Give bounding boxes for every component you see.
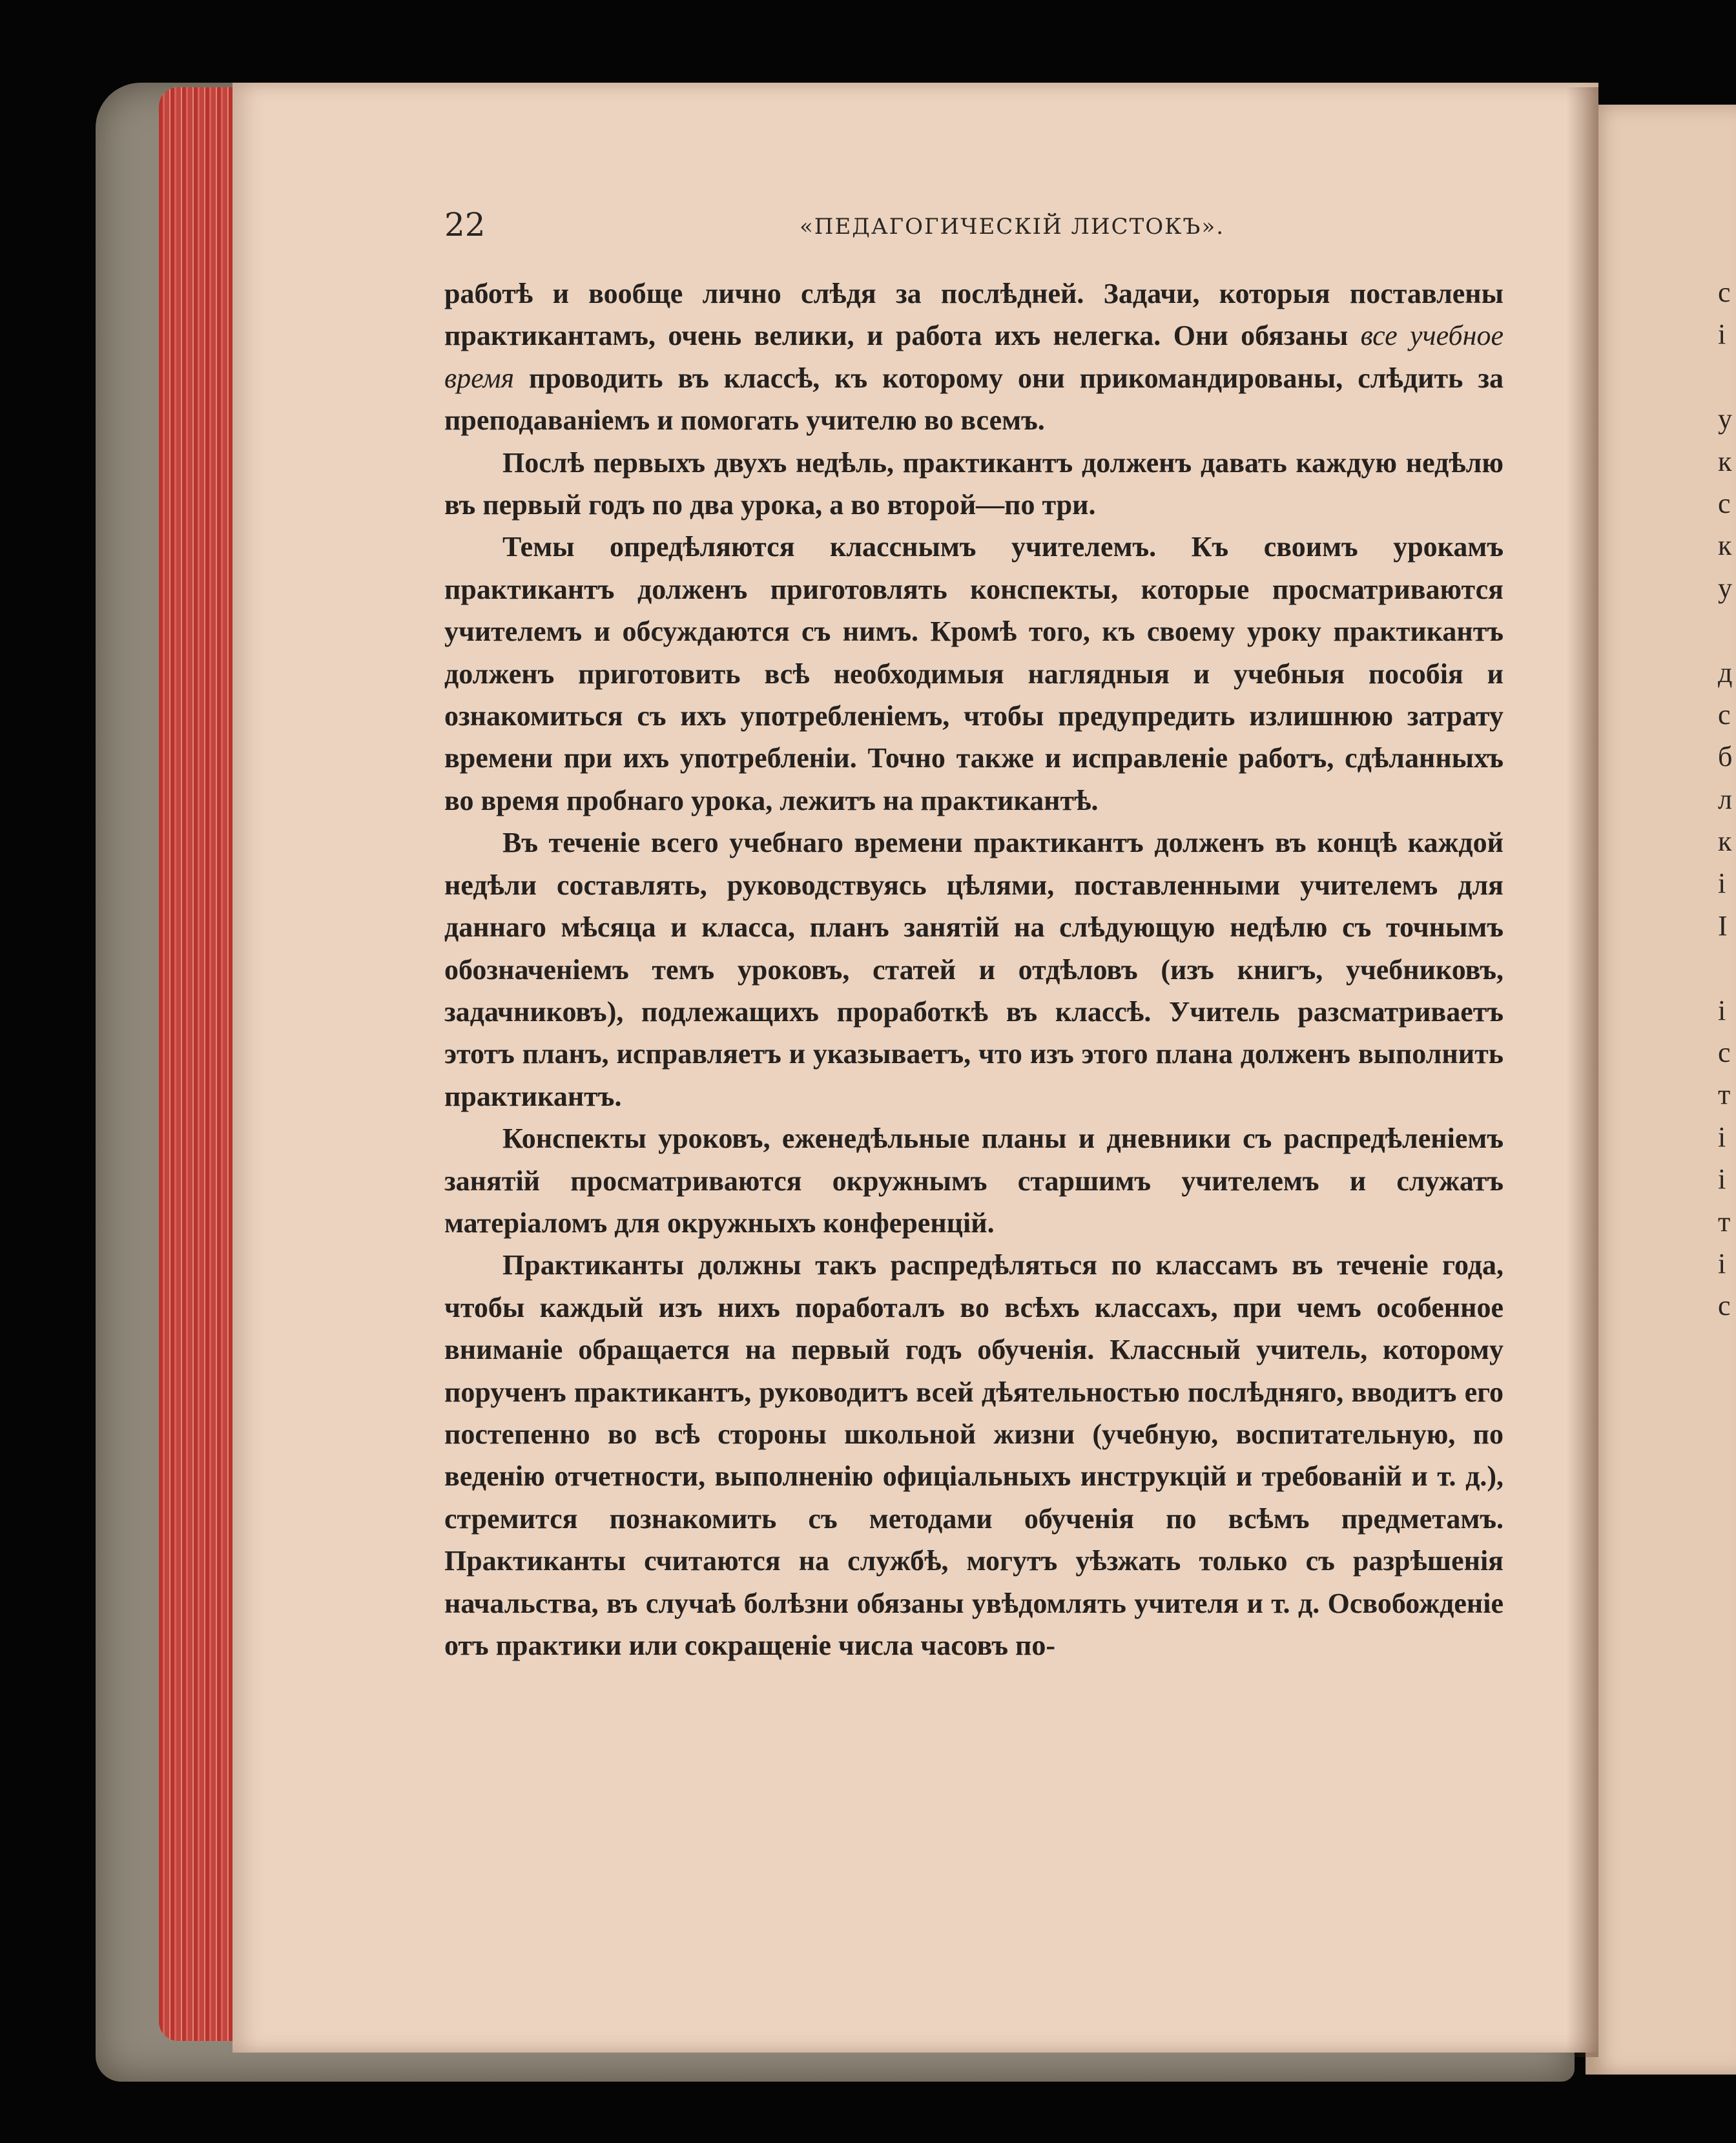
paragraph: Послѣ первыхъ двухъ недѣль, практикантъ долженъ давать каждую недѣлю въ первый годъ по два урока, а во второй—по три. [444, 446, 1504, 521]
paragraph-text: проводить въ классѣ, къ которому они прикомандированы, слѣдить за преподаваніемъ и помогать учителю во всемъ. [444, 362, 1504, 437]
running-head [444, 205, 1504, 244]
fragment-letter: і [1718, 994, 1726, 1026]
paragraph [444, 273, 1504, 442]
fragment-letter: с [1718, 1290, 1731, 1322]
fragment-letter: і [1718, 1121, 1726, 1153]
fragment-letter: к [1718, 825, 1732, 858]
page-number: 22 [444, 206, 486, 243]
fragment-letter: к [1718, 530, 1732, 562]
fragment-letter: у [1718, 572, 1732, 604]
fragment-letter: і [1718, 318, 1726, 351]
paragraph-text: работѣ и вообще лично слѣдя за послѣдней. Задачи, которыя поставлены практикантамъ, очень велики, и работа ихъ нелегка. Они обязаны [444, 278, 1504, 352]
fragment-letter: с [1718, 487, 1731, 519]
fragment-letter: с [1718, 698, 1731, 730]
facing-page [1586, 105, 1736, 2075]
fragment-letter: і [1718, 1163, 1726, 1196]
paragraph: Практиканты должны такъ распредѣляться по классамъ въ теченіе года, чтобы каждый изъ нихъ поработалъ во всѣхъ классахъ, при чемъ особенное вниманіе обращается на первый годъ обученія. Классный учитель, которому порученъ практикантъ, руководитъ всей дѣятельностью послѣдняго, вводитъ его постепенно во всѣ стороны школьной жизни (учебную, воспитательную, по веденію отчетности, выполненію офиціальныхъ инструкцій и требованій и т. д.), стремится познакомить съ методами обученія по всѣмъ предметамъ. Практиканты считаются на службѣ, могутъ уѣзжать только съ разрѣшенія начальства, въ случаѣ болѣзни обязаны увѣдомлять учителя и т. д. Освобожденіе отъ практики или сокращеніе числа часовъ по- [444, 1249, 1504, 1661]
fragment-letter: т [1718, 1205, 1731, 1237]
fragment-letter: б [1718, 741, 1733, 773]
fragment-letter: д [1718, 656, 1733, 688]
facing-page-text-fragment [1718, 271, 1736, 1327]
fragment-letter: і [1718, 867, 1726, 900]
fragment-letter: І [1718, 909, 1728, 942]
fragment-letter: л [1718, 783, 1732, 815]
paragraph: Въ теченіе всего учебнаго времени практикантъ долженъ въ концѣ каждой недѣли составлять, руководствуясь цѣлями, поставленными учителемъ для даннаго мѣсяца и класса, планъ занятій на слѣдующую недѣлю съ точнымъ обозначеніемъ темъ уроковъ, статей и отдѣловъ (изъ книгъ, учебниковъ, задачниковъ), подлежащихъ проработкѣ въ классѣ. Учитель разсматриваетъ этотъ планъ, исправляетъ и указываетъ, что изъ этого плана долженъ выполнить практикантъ. [444, 827, 1504, 1112]
body-text [444, 273, 1504, 1666]
fragment-letter [1718, 356, 1736, 398]
fragment-letter [1718, 609, 1736, 651]
fragment-letter: т [1718, 1079, 1731, 1111]
fragment-letter: у [1718, 403, 1732, 435]
page-edges [159, 87, 243, 2041]
paragraph: Темы опредѣляются класснымъ учителемъ. Къ своимъ урокамъ практикантъ долженъ приготовлять конспекты, которые просматриваются учителемъ и обсуждаются съ нимъ. Кромѣ того, къ своему уроку практикантъ долженъ приготовить всѣ необходимыя наглядныя и учебныя пособія и ознакомиться съ ихъ употребленіемъ, чтобы предупредить излишнюю затрату времени при ихъ употребленіи. Точно также и исправленіе работъ, сдѣланныхъ во время пробнаго урока, лежитъ на практикантѣ. [444, 531, 1504, 816]
fragment-letter: і [1718, 1247, 1726, 1279]
fragment-letter: к [1718, 445, 1732, 477]
fragment-letter: с [1718, 1037, 1731, 1069]
gutter-shadow [1566, 87, 1598, 2057]
fragment-letter: с [1718, 276, 1731, 308]
running-title: «ПЕДАГОГИЧЕСКІЙ ЛИСТОКЪ». [800, 214, 1225, 240]
fragment-letter [1718, 947, 1736, 989]
emphasized-text: все учебное время [444, 320, 1504, 394]
paragraph: Конспекты уроковъ, еженедѣльные планы и дневники съ распредѣленіемъ занятій просматриваются окружнымъ старшимъ учителемъ и служатъ матеріаломъ для окружныхъ конференцій. [444, 1123, 1504, 1239]
